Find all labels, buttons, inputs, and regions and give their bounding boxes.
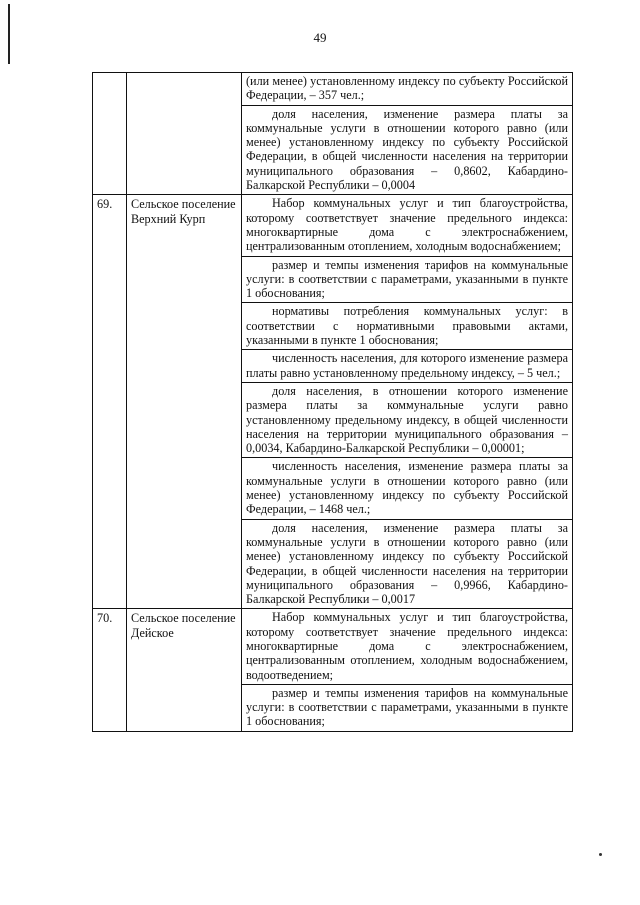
- description-cell: [242, 73, 573, 195]
- description-cell: [242, 195, 573, 609]
- table-row: [93, 609, 573, 731]
- description-cell: [242, 609, 573, 731]
- row-number: 70.: [97, 611, 113, 626]
- paragraph: размер и темпы изменения тарифов на коммунальные услуги: в соответствии с параметрами, указанными в пункте 1 обоснования;: [242, 257, 572, 304]
- stray-mark: [599, 853, 602, 856]
- tariff-table: [92, 72, 573, 732]
- settlement-cell: [127, 609, 242, 731]
- paragraph: Набор коммунальных услуг и тип благоустройства, которому соответствует значение предельного индекса: многоквартирные дома с электроснабжением, централизованным отоплением, холодным водоснабжением;: [242, 195, 572, 256]
- paragraph: доля населения, изменение размера платы за коммунальные услуги в отношении которого равно (или менее) установленному индексу по субъекту Российской Федерации, в общей численности населения на территории муниципального образования – 0,9966, Кабардино-Балкарской Республики – 0,0017: [246, 520, 568, 607]
- paragraph: Набор коммунальных услуг и тип благоустройства, которому соответствует значение предельного индекса: многоквартирные дома с электроснабжением, централизованным отоплением, холодным водоснабжением, водоотведением;: [242, 609, 572, 684]
- table-row: [93, 195, 573, 609]
- paragraph: доля населения, изменение размера платы за коммунальные услуги в отношении которого равно (или менее) установленному индексу по субъекту Российской Федерации, в общей численности населения на территории муниципального образования – 0,8602, Кабардино-Балкарской Республики – 0,0004: [246, 106, 568, 193]
- paragraph: нормативы потребления коммунальных услуг: в соответствии с нормативными правовыми актами, указанными в пункте 1 обоснования;: [242, 303, 572, 350]
- paragraph: численность населения, для которого изменение размера платы равно установленному предельному индексу, – 5 чел.;: [242, 350, 572, 383]
- page-number: 49: [313, 30, 327, 45]
- table-row: [93, 73, 573, 195]
- settlement-cell: [127, 73, 242, 195]
- row-number-cell: [93, 609, 127, 731]
- paragraph: (или менее) установленному индексу по субъекту Российской Федерации, – 357 чел.;: [242, 73, 572, 106]
- settlement-name: [127, 73, 241, 75]
- row-number-cell: [93, 195, 127, 609]
- paragraph: численность населения, изменение размера платы за коммунальные услуги в отношении которого равно (или менее) установленному индексу по субъекту Российской Федерации, – 1468 чел.;: [242, 458, 572, 519]
- paragraph: доля населения, в отношении которого изменение размера платы за коммунальные услуги равно установленному предельному индексу, в общей численности населения на территории муниципального образования – 0,0034, Кабардино-Балкарской Республики – 0,00001;: [242, 383, 572, 458]
- settlement-name: Сельское поселение Дейское: [131, 611, 236, 640]
- row-number: [93, 73, 126, 75]
- paragraph: размер и темпы изменения тарифов на коммунальные услуги: в соответствии с параметрами, указанными в пункте 1 обоснования;: [246, 685, 568, 729]
- row-number: 69.: [97, 197, 113, 212]
- settlement-name: Сельское поселение Верхний Курп: [131, 197, 236, 226]
- settlement-cell: [127, 195, 242, 609]
- row-number-cell: [93, 73, 127, 195]
